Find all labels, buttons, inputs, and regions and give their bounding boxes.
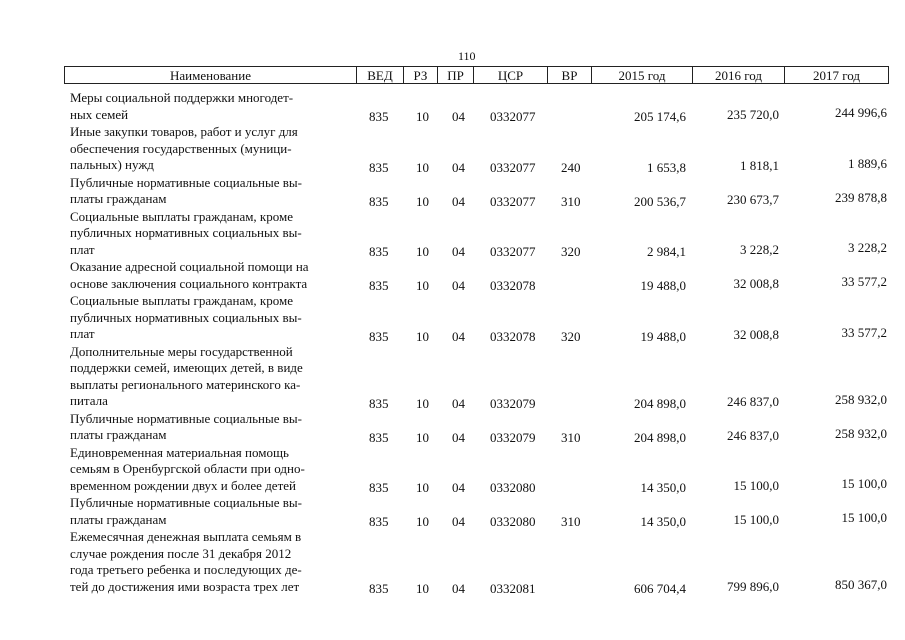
row-pr: 04 <box>452 395 465 411</box>
row-ved: 835 <box>369 429 389 445</box>
row-pr: 04 <box>452 278 465 293</box>
row-2015: 204 898,0 <box>634 395 686 411</box>
row-2016: 3 228,2 <box>740 242 779 257</box>
row-ved: 835 <box>369 581 389 596</box>
table-row <box>0 209 905 259</box>
row-name-line: платы гражданам <box>70 427 167 442</box>
row-rz: 10 <box>416 395 429 411</box>
row-pr: 04 <box>452 480 465 495</box>
row-name-line: платы гражданам <box>70 511 167 527</box>
row-vr: 310 <box>561 514 581 529</box>
table-row <box>0 344 905 410</box>
row-name-line: ных семей <box>70 106 129 122</box>
row-2016: 246 837,0 <box>727 393 779 409</box>
row-2016: 1 818,1 <box>740 157 779 173</box>
row-vr: 240 <box>561 159 581 175</box>
row-pr: 04 <box>452 159 465 175</box>
header-rz: РЗ <box>403 67 437 83</box>
row-ved: 835 <box>369 328 389 344</box>
row-name-line: публичных нормативных социальных вы- <box>70 309 302 325</box>
row-name-line: питала <box>70 393 108 408</box>
row-2016: 246 837,0 <box>727 427 779 443</box>
row-rz: 10 <box>416 581 429 596</box>
row-name <box>70 209 360 259</box>
row-2016: 799 896,0 <box>727 579 779 594</box>
row-2016: 230 673,7 <box>727 191 779 207</box>
row-ved: 835 <box>369 278 389 293</box>
row-name-line: пальных) нужд <box>70 157 154 172</box>
row-vr: 310 <box>561 429 581 445</box>
row-name-line: Дополнительные меры государственной <box>70 343 293 359</box>
row-name-line: Социальные выплаты гражданам, кроме <box>70 293 293 308</box>
row-name-line: Социальные выплаты гражданам, кроме <box>70 208 293 224</box>
row-2017: 850 367,0 <box>835 577 887 592</box>
header-pr: ПР <box>437 67 473 83</box>
header-ved: ВЕД <box>356 67 403 83</box>
row-name <box>70 90 360 123</box>
table-row <box>0 259 905 292</box>
row-name-line: Меры социальной поддержки многодет- <box>70 90 294 105</box>
row-rz: 10 <box>416 244 429 259</box>
row-csr: 0332081 <box>490 581 536 596</box>
table-row <box>0 90 905 123</box>
table-row <box>0 445 905 495</box>
row-name-line: Единовременная материальная помощь <box>70 444 289 460</box>
row-2015: 14 350,0 <box>640 514 686 529</box>
row-name <box>70 293 360 343</box>
row-2015: 14 350,0 <box>640 480 686 495</box>
row-rz: 10 <box>416 109 429 124</box>
row-name-line: года третьего ребенка и последующих де- <box>70 562 302 577</box>
row-2016: 15 100,0 <box>733 478 779 493</box>
row-2017: 33 577,2 <box>841 324 887 340</box>
row-2017: 33 577,2 <box>841 274 887 289</box>
row-rz: 10 <box>416 193 429 209</box>
row-name <box>70 445 360 495</box>
page-number: 110 <box>458 49 476 63</box>
row-name-line: тей до достижения ими возраста трех лет <box>70 578 300 594</box>
row-name <box>70 175 360 208</box>
row-pr: 04 <box>452 109 465 124</box>
row-csr: 0332077 <box>490 193 536 209</box>
row-2017: 239 878,8 <box>835 189 887 205</box>
row-vr: 320 <box>561 244 581 259</box>
table-row <box>0 495 905 528</box>
row-2015: 606 704,4 <box>634 581 686 596</box>
row-pr: 04 <box>452 193 465 209</box>
header-2016: 2016 год <box>692 67 784 83</box>
row-pr: 04 <box>452 244 465 259</box>
row-name-line: основе заключения социального контракта <box>70 275 308 291</box>
row-2015: 2 984,1 <box>647 244 686 259</box>
row-rz: 10 <box>416 514 429 529</box>
table-row <box>0 529 905 595</box>
row-ved: 835 <box>369 193 389 209</box>
row-2015: 205 174,6 <box>634 109 686 124</box>
row-name <box>70 529 360 595</box>
table-row <box>0 411 905 444</box>
row-name-line: Оказание адресной социальной помощи на <box>70 259 309 274</box>
row-2017: 1 889,6 <box>848 155 887 171</box>
row-csr: 0332080 <box>490 480 536 495</box>
row-name-line: временном рождении двух и более детей <box>70 477 296 493</box>
row-name-line: Публичные нормативные социальные вы- <box>70 495 302 510</box>
row-vr: 320 <box>561 328 581 344</box>
row-name-line: поддержки семей, имеющих детей, в виде <box>70 360 303 375</box>
row-csr: 0332077 <box>490 159 536 175</box>
row-name-line: Ежемесячная денежная выплата семьям в <box>70 529 302 544</box>
row-rz: 10 <box>416 429 429 445</box>
row-name-line: публичных нормативных социальных вы- <box>70 225 302 240</box>
table-header <box>64 66 889 84</box>
row-ved: 835 <box>369 480 389 495</box>
row-name-line: семьям в Оренбургской области при одно- <box>70 461 305 476</box>
row-csr: 0332078 <box>490 278 536 293</box>
row-2017: 3 228,2 <box>848 240 887 255</box>
row-name-line: выплаты регионального материнского ка- <box>70 376 301 392</box>
row-csr: 0332079 <box>490 429 536 445</box>
row-rz: 10 <box>416 328 429 344</box>
row-2017: 15 100,0 <box>841 510 887 525</box>
row-name-line: случае рождения после 31 декабря 2012 <box>70 545 292 561</box>
row-pr: 04 <box>452 328 465 344</box>
row-ved: 835 <box>369 395 389 411</box>
row-name-line: обеспечения государственных (муници- <box>70 140 292 156</box>
row-2016: 235 720,0 <box>727 107 779 122</box>
row-2015: 200 536,7 <box>634 193 686 209</box>
row-name <box>70 344 360 410</box>
row-2017: 258 932,0 <box>835 425 887 441</box>
row-rz: 10 <box>416 480 429 495</box>
table-row <box>0 124 905 174</box>
row-name <box>70 411 360 444</box>
row-pr: 04 <box>452 514 465 529</box>
row-name-line: Публичные нормативные социальные вы- <box>70 410 302 426</box>
row-name-line: Иные закупки товаров, работ и услуг для <box>70 124 298 139</box>
row-name <box>70 124 360 174</box>
row-ved: 835 <box>369 159 389 175</box>
header-2017: 2017 год <box>784 67 888 83</box>
row-csr: 0332080 <box>490 514 536 529</box>
row-name-line: Публичные нормативные социальные вы- <box>70 174 302 190</box>
row-name <box>70 495 360 528</box>
table-row <box>0 293 905 343</box>
header-name: Наименование <box>170 68 251 83</box>
row-2016: 32 008,8 <box>733 276 779 291</box>
row-2015: 1 653,8 <box>647 159 686 175</box>
row-2016: 15 100,0 <box>733 512 779 527</box>
row-name-line: платы гражданам <box>70 191 167 206</box>
row-ved: 835 <box>369 244 389 259</box>
row-2017: 244 996,6 <box>835 105 887 120</box>
row-2015: 19 488,0 <box>640 278 686 293</box>
row-name-line: плат <box>70 241 95 257</box>
row-vr: 310 <box>561 193 581 209</box>
row-pr: 04 <box>452 429 465 445</box>
row-2015: 19 488,0 <box>640 328 686 344</box>
row-name <box>70 259 360 292</box>
row-csr: 0332077 <box>490 109 536 124</box>
row-2017: 15 100,0 <box>841 476 887 491</box>
row-ved: 835 <box>369 109 389 124</box>
row-csr: 0332077 <box>490 244 536 259</box>
row-pr: 04 <box>452 581 465 596</box>
header-csr: ЦСР <box>473 67 547 83</box>
row-rz: 10 <box>416 159 429 175</box>
header-vr: ВР <box>547 67 591 83</box>
row-2015: 204 898,0 <box>634 429 686 445</box>
row-ved: 835 <box>369 514 389 529</box>
row-rz: 10 <box>416 278 429 293</box>
row-2017: 258 932,0 <box>835 391 887 407</box>
row-2016: 32 008,8 <box>733 326 779 342</box>
row-csr: 0332079 <box>490 395 536 411</box>
header-2015: 2015 год <box>591 67 692 83</box>
row-csr: 0332078 <box>490 328 536 344</box>
row-name-line: плат <box>70 326 95 341</box>
table-row <box>0 175 905 208</box>
